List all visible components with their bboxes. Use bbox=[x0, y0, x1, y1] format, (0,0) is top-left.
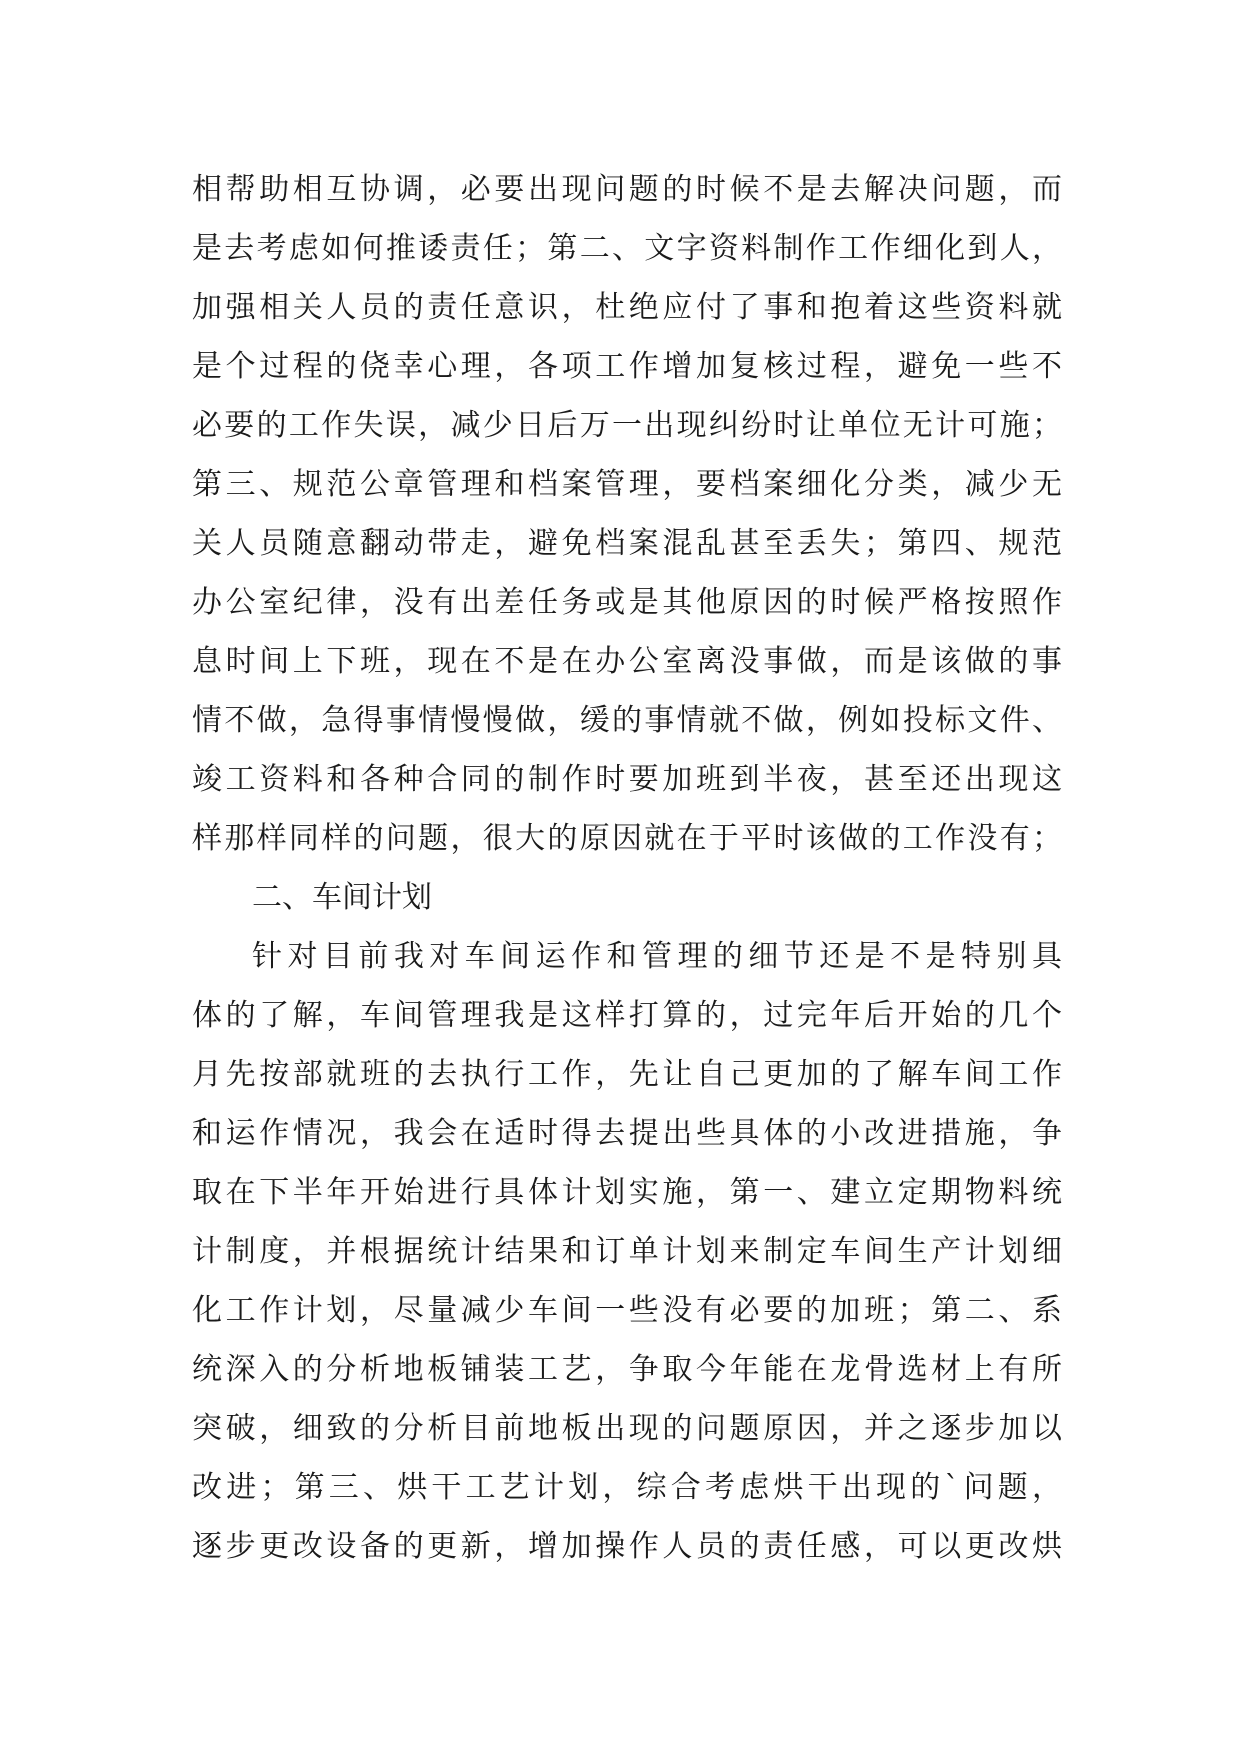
body-text bbox=[192, 160, 1062, 1576]
text-line: 突破，细致的分析目前地板出现的问题原因，并之逐步加以 bbox=[192, 1411, 1062, 1446]
text-line: 是个过程的侥幸心理，各项工作增加复核过程，避免一些不 bbox=[192, 349, 1062, 384]
text-line: 逐步更改设备的更新，增加操作人员的责任感，可以更改烘 bbox=[192, 1529, 1062, 1564]
text-line: 改进；第三、烘干工艺计划，综合考虑烘干出现的`问题， bbox=[192, 1470, 1062, 1505]
text-line: 情不做，急得事情慢慢做，缓的事情就不做，例如投标文件、 bbox=[192, 703, 1062, 738]
text-line: 办公室纪律，没有出差任务或是其他原因的时候严格按照作 bbox=[192, 585, 1062, 620]
text-line: 关人员随意翻动带走，避免档案混乱甚至丢失；第四、规范 bbox=[192, 526, 1062, 561]
text-line: 竣工资料和各种合同的制作时要加班到半夜，甚至还出现这 bbox=[192, 762, 1062, 797]
text-line: 计制度，并根据统计结果和订单计划来制定车间生产计划细 bbox=[192, 1234, 1062, 1269]
text-line: 相帮助相互协调，必要出现问题的时候不是去解决问题，而 bbox=[192, 172, 1062, 207]
text-line: 息时间上下班，现在不是在办公室离没事做，而是该做的事 bbox=[192, 644, 1062, 679]
text-line: 是去考虑如何推诿责任；第二、文字资料制作工作细化到人， bbox=[192, 231, 1062, 266]
text-line: 加强相关人员的责任意识，杜绝应付了事和抱着这些资料就 bbox=[192, 290, 1062, 325]
text-line: 样那样同样的问题，很大的原因就在于平时该做的工作没有； bbox=[192, 821, 1062, 856]
text-line: 化工作计划，尽量减少车间一些没有必要的加班；第二、系 bbox=[192, 1293, 1062, 1328]
text-line: 和运作情况，我会在适时得去提出些具体的小改进措施，争 bbox=[192, 1116, 1062, 1151]
section-heading: 二、车间计划 bbox=[252, 880, 432, 915]
text-line: 第三、规范公章管理和档案管理，要档案细化分类，减少无 bbox=[192, 467, 1062, 502]
text-line: 体的了解，车间管理我是这样打算的，过完年后开始的几个 bbox=[192, 998, 1062, 1033]
text-line: 必要的工作失误，减少日后万一出现纠纷时让单位无计可施； bbox=[192, 408, 1062, 443]
text-line: 取在下半年开始进行具体计划实施，第一、建立定期物料统 bbox=[192, 1175, 1062, 1210]
text-line: 统深入的分析地板铺装工艺，争取今年能在龙骨选材上有所 bbox=[192, 1352, 1062, 1387]
text-line: 针对目前我对车间运作和管理的细节还是不是特别具 bbox=[252, 939, 1062, 974]
text-line: 月先按部就班的去执行工作，先让自己更加的了解车间工作 bbox=[192, 1057, 1062, 1092]
